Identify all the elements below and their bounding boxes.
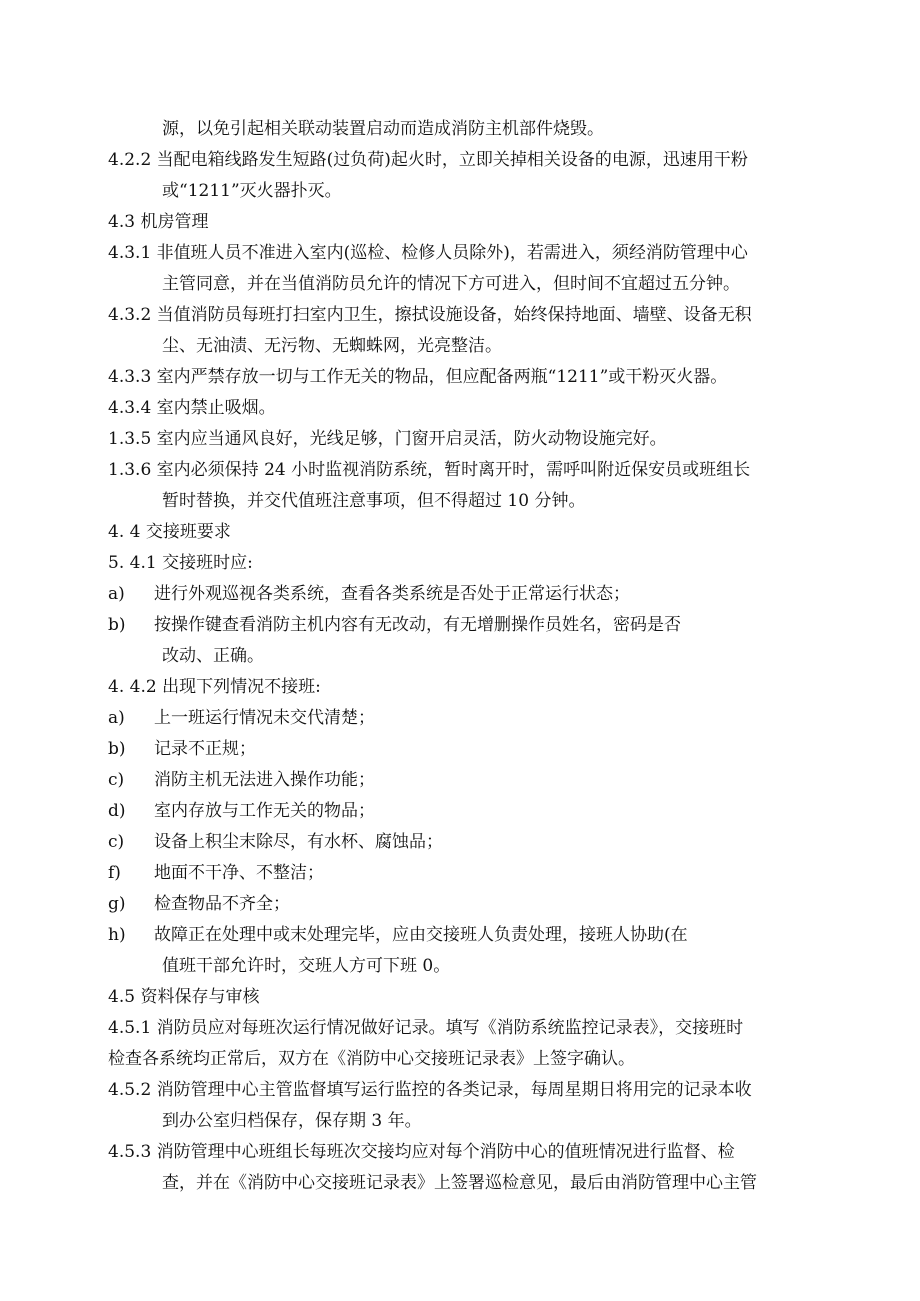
text-line: 暂时替换，并交代值班注意事项，但不得超过 10 分钟。 (162, 491, 586, 511)
list-item (108, 924, 820, 946)
list-marker: c) (108, 832, 125, 852)
text-line: 4.5.3 消防管理中心班组长每班次交接均应对每个消防中心的值班情况进行监督、检 (108, 1142, 735, 1162)
list-item-text: 消防主机无法进入操作功能； (154, 770, 375, 790)
list-item (108, 893, 820, 915)
list-marker: c) (108, 770, 125, 790)
list-marker: a) (108, 708, 125, 728)
text-line: 5. 4.1 交接班时应: (108, 553, 253, 573)
text-line: 4.3.1 非值班人员不准进入室内(巡检、检修人员除外)，若需进入，须经消防管理中心 (108, 243, 748, 263)
text-line: 到办公室归档保存，保存期 3 年。 (162, 1111, 422, 1131)
text-line: 4. 4.2 出现下列情况不接班: (108, 677, 321, 697)
text-line: 源，以免引起相关联动装置启动而造成消防主机部件烧毁。 (162, 119, 604, 139)
text-line: 值班干部允许时，交班人方可下班 0。 (162, 956, 451, 976)
list-marker: b) (108, 739, 126, 759)
text-line: 4.3.3 室内严禁存放一切与工作无关的物品，但应配备两瓶“1211”或干粉灭火器。 (108, 367, 728, 387)
text-line: 主管同意，并在当值消防员允许的情况下方可进入，但时间不宜超过五分钟。 (162, 274, 740, 294)
list-item-text: 设备上积尘末除尽，有水杯、腐蚀品； (154, 832, 443, 852)
text-line: 1.3.6 室内必须保持 24 小时监视消防系统，暂时离开时，需呼叫附近保安员或班组长 (108, 460, 751, 480)
list-item (108, 738, 820, 760)
section-heading: 4.5 资料保存与审核 (108, 987, 260, 1007)
list-item-text: 地面不干净、不整洁； (154, 863, 324, 883)
list-item-text: 按操作键查看消防主机内容有无改动，有无增删操作员姓名，密码是否 (154, 615, 681, 635)
section-heading: 4. 4 交接班要求 (108, 522, 231, 542)
list-item (108, 614, 820, 636)
text-line: 1.3.5 室内应当通风良好，光线足够，门窗开启灵活，防火动物设施完好。 (108, 429, 667, 449)
text-line: 4.3.2 当值消防员每班打扫室内卫生，擦拭设施设备，始终保持地面、墙壁、设备无积 (108, 305, 752, 325)
text-line: 尘、无油渍、无污物、无蜘蛛网，光亮整洁。 (162, 336, 502, 356)
text-line: 4.5.1 消防员应对每班次运行情况做好记录。填写《消防系统监控记录表》，交接班时 (108, 1018, 744, 1038)
list-marker: d) (108, 801, 126, 821)
list-item-text: 检查物品不齐全； (154, 894, 290, 914)
list-marker: g) (108, 894, 126, 914)
list-item (108, 769, 820, 791)
text-line: 或“1211”灭火器扑灭。 (162, 181, 342, 201)
list-item (108, 862, 820, 884)
list-item (108, 831, 820, 853)
text-line: 检查各系统均正常后，双方在《消防中心交接班记录表》上签字确认。 (108, 1049, 635, 1069)
section-heading: 4.3 机房管理 (108, 212, 209, 232)
list-item (108, 707, 820, 729)
text-line: 4.3.4 室内禁止吸烟。 (108, 398, 276, 418)
list-item (108, 800, 820, 822)
list-marker: f) (108, 863, 121, 883)
text-line: 4.2.2 当配电箱线路发生短路(过负荷)起火时，立即关掉相关设备的电源，迅速用干粉 (108, 150, 748, 170)
list-marker: b) (108, 615, 126, 635)
list-item-text: 故障正在处理中或末处理完毕，应由交接班人负责处理，接班人协助(在 (154, 925, 688, 945)
text-line: 4.5.2 消防管理中心主管监督填写运行监控的各类记录，每周星期日将用完的记录本收 (108, 1080, 752, 1100)
list-item-text: 上一班运行情况未交代清楚； (154, 708, 375, 728)
text-line: 改动、正确。 (162, 646, 264, 666)
list-item-text: 室内存放与工作无关的物品； (154, 801, 375, 821)
text-line: 查，并在《消防中心交接班记录表》上签署巡检意见，最后由消防管理中心主管 (162, 1173, 757, 1193)
list-item-text: 记录不正规； (154, 739, 256, 759)
list-item-text: 进行外观巡视各类系统，查看各类系统是否处于正常运行状态； (154, 584, 630, 604)
list-marker: h) (108, 925, 126, 945)
list-marker: a) (108, 584, 125, 604)
list-item (108, 583, 820, 605)
